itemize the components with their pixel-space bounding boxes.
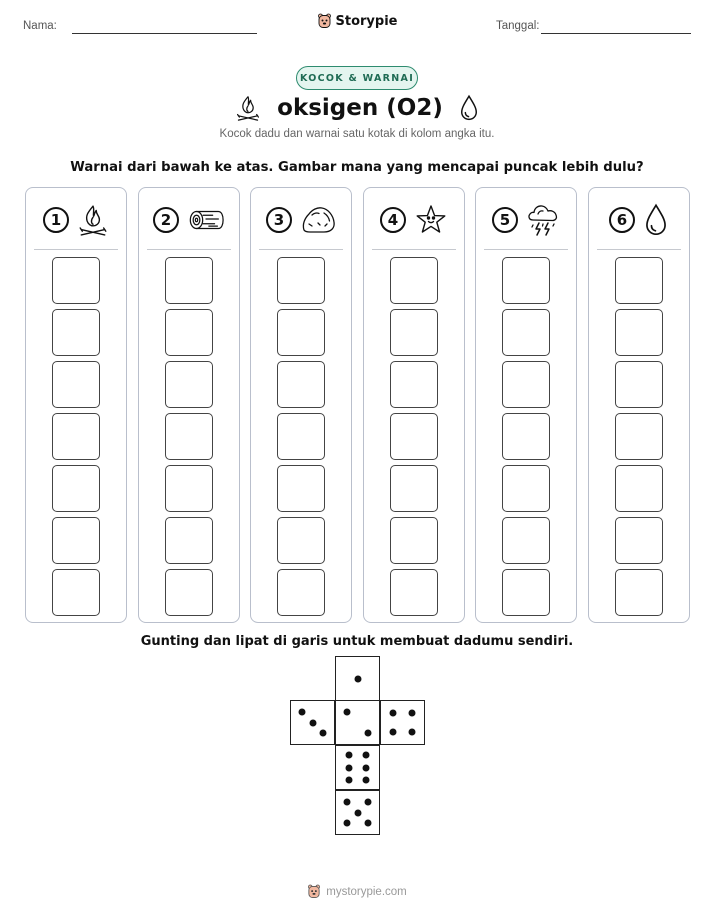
die-face-6 — [335, 745, 380, 790]
color-box[interactable] — [502, 569, 550, 616]
color-box[interactable] — [390, 413, 438, 460]
color-box[interactable] — [52, 309, 100, 356]
log-icon — [187, 205, 225, 235]
storypie-mascot-icon — [307, 884, 321, 900]
die-face-4 — [380, 700, 425, 745]
die-pip — [363, 752, 370, 759]
color-box[interactable] — [277, 465, 325, 512]
color-box[interactable] — [502, 465, 550, 512]
column-6 — [588, 187, 690, 623]
color-box[interactable] — [502, 517, 550, 564]
color-box[interactable] — [165, 257, 213, 304]
die-pip — [320, 730, 327, 737]
date-label: Tanggal: — [496, 20, 540, 32]
column-divider — [34, 249, 118, 250]
color-box[interactable] — [615, 517, 663, 564]
die-face-5 — [335, 790, 380, 835]
color-box[interactable] — [502, 413, 550, 460]
die-pip — [298, 708, 305, 715]
color-box[interactable] — [52, 465, 100, 512]
column-1 — [25, 187, 127, 623]
color-box[interactable] — [615, 413, 663, 460]
column-header — [589, 200, 689, 240]
activity-badge: KOCOK & WARNAI — [296, 66, 418, 90]
color-box[interactable] — [52, 517, 100, 564]
color-box[interactable] — [615, 569, 663, 616]
color-box[interactable] — [277, 517, 325, 564]
color-box[interactable] — [165, 569, 213, 616]
color-box[interactable] — [165, 361, 213, 408]
brand-logo — [0, 13, 714, 30]
color-box[interactable] — [52, 569, 100, 616]
color-box[interactable] — [277, 257, 325, 304]
column-number: 3 — [266, 207, 292, 233]
column-number: 6 — [609, 207, 635, 233]
water-drop-icon — [643, 203, 669, 237]
cut-instruction: Gunting dan lipat di garis untuk membuat dadumu sendiri. — [140, 634, 574, 649]
column-header — [26, 200, 126, 240]
footer — [0, 884, 714, 900]
star-icon — [414, 203, 448, 237]
column-divider — [259, 249, 343, 250]
column-divider — [484, 249, 568, 250]
rock-icon — [300, 204, 336, 236]
color-box[interactable] — [390, 257, 438, 304]
die-pip — [363, 776, 370, 783]
die-pip — [390, 710, 397, 717]
die-pip — [354, 809, 361, 816]
color-box[interactable] — [277, 309, 325, 356]
die-pip — [365, 820, 372, 827]
subtitle: Kocok dadu dan warnai satu kotak di kolom angka itu. — [219, 128, 495, 140]
water-drop-icon — [459, 94, 479, 122]
color-box[interactable] — [615, 361, 663, 408]
column-header — [476, 200, 576, 240]
color-box[interactable] — [52, 361, 100, 408]
column-3 — [250, 187, 352, 623]
column-number: 1 — [43, 207, 69, 233]
color-box[interactable] — [390, 361, 438, 408]
die-pip — [309, 719, 316, 726]
color-box[interactable] — [165, 413, 213, 460]
color-box[interactable] — [615, 257, 663, 304]
name-line[interactable] — [72, 33, 257, 34]
die-pip — [343, 708, 350, 715]
color-box[interactable] — [615, 465, 663, 512]
color-box[interactable] — [502, 257, 550, 304]
title-row — [0, 92, 714, 124]
die-pip — [390, 728, 397, 735]
die-pip — [343, 798, 350, 805]
color-box[interactable] — [165, 465, 213, 512]
die-pip — [345, 752, 352, 759]
column-header — [364, 200, 464, 240]
date-line[interactable] — [541, 33, 691, 34]
color-box[interactable] — [390, 517, 438, 564]
column-divider — [147, 249, 231, 250]
column-2 — [138, 187, 240, 623]
die-pip — [408, 710, 415, 717]
die-pip — [343, 820, 350, 827]
column-header — [251, 200, 351, 240]
color-box[interactable] — [52, 257, 100, 304]
color-box[interactable] — [52, 413, 100, 460]
column-5 — [475, 187, 577, 623]
die-face-1 — [335, 656, 380, 701]
color-box[interactable] — [277, 361, 325, 408]
die-pip — [365, 798, 372, 805]
die-face-2 — [335, 700, 380, 745]
color-box[interactable] — [390, 465, 438, 512]
column-number: 4 — [380, 207, 406, 233]
die-pip — [363, 764, 370, 771]
color-box[interactable] — [615, 309, 663, 356]
color-box[interactable] — [165, 517, 213, 564]
brand-name: Storypie — [335, 14, 398, 29]
die-pip — [365, 730, 372, 737]
column-divider — [597, 249, 681, 250]
die-pip — [345, 776, 352, 783]
footer-url[interactable]: mystorypie.com — [326, 886, 407, 898]
die-pip — [354, 675, 361, 682]
color-box[interactable] — [390, 309, 438, 356]
instruction: Warnai dari bawah ke atas. Gambar mana yang mencapai puncak lebih dulu? — [70, 160, 644, 175]
color-box[interactable] — [277, 413, 325, 460]
column-divider — [372, 249, 456, 250]
die-face-3 — [290, 700, 335, 745]
campfire-icon — [77, 202, 109, 238]
color-box[interactable] — [390, 569, 438, 616]
die-pip — [408, 728, 415, 735]
color-box[interactable] — [502, 361, 550, 408]
storm-cloud-icon — [526, 202, 560, 238]
page-title: oksigen (O2) — [277, 95, 443, 121]
campfire-icon — [235, 94, 261, 122]
column-number: 2 — [153, 207, 179, 233]
column-number: 5 — [492, 207, 518, 233]
column-header — [139, 200, 239, 240]
die-pip — [345, 764, 352, 771]
color-box[interactable] — [502, 309, 550, 356]
storypie-mascot-icon — [317, 13, 332, 30]
color-box[interactable] — [165, 309, 213, 356]
color-box[interactable] — [277, 569, 325, 616]
name-label: Nama: — [23, 20, 57, 32]
column-4 — [363, 187, 465, 623]
